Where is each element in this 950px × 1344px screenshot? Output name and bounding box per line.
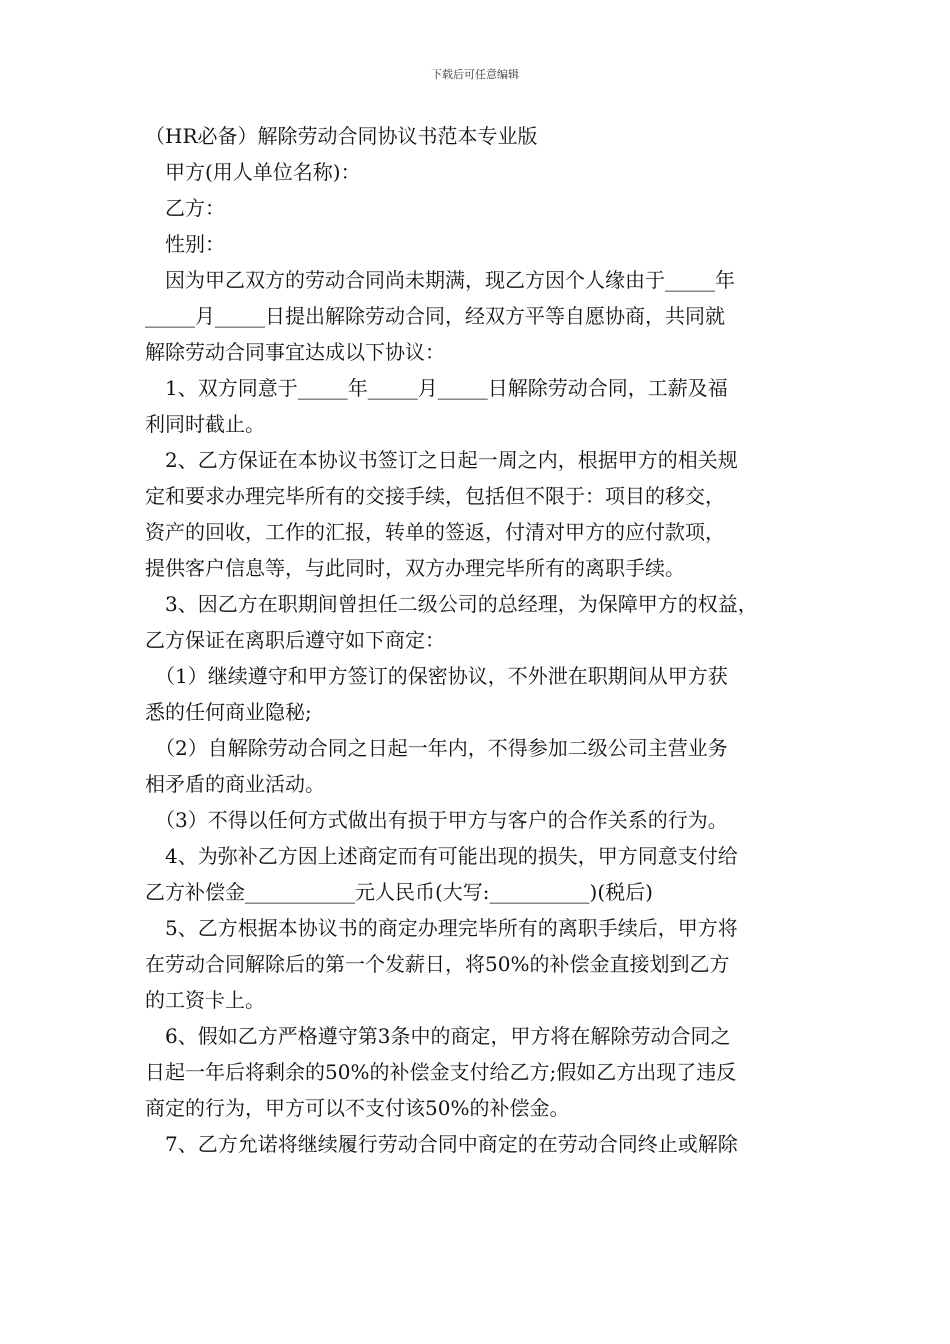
document-line: 资产的回收，工作的汇报，转单的签返，付清对甲方的应付款项， [145, 520, 725, 544]
document-line: 乙方保证在离职后遵守如下商定： [145, 628, 445, 652]
document-line: 4、为弥补乙方因上述商定而有可能出现的损失，甲方同意支付给 [145, 844, 738, 868]
document-line: 因为甲乙双方的劳动合同尚未期满，现乙方因个人缘由于_____年 [145, 268, 735, 292]
document-body [145, 118, 825, 1162]
document-line: 提供客户信息等，与此同时，双方办理完毕所有的离职手续。 [145, 556, 685, 580]
document-line: 1、双方同意于_____年_____月_____日解除劳动合同，工薪及福 [145, 376, 728, 400]
document-line: 定和要求办理完毕所有的交接手续，包括但不限于：项目的移交， [145, 484, 725, 508]
document-lines [145, 154, 825, 1162]
document-line: 商定的行为，甲方可以不支付该50%的补偿金。 [145, 1096, 570, 1120]
document-line: 悉的任何商业隐秘; [145, 700, 312, 724]
document-line: 6、假如乙方严格遵守第3条中的商定，甲方将在解除劳动合同之 [145, 1024, 731, 1048]
document-line: 解除劳动合同事宜达成以下协议： [145, 340, 445, 364]
document-line: 的工资卡上。 [145, 988, 265, 1012]
document-line: 日起一年后将剩余的50%的补偿金支付给乙方;假如乙方出现了违反 [145, 1060, 737, 1084]
page-header: 下载后可任意编辑 [431, 68, 519, 81]
document-line: 在劳动合同解除后的第一个发薪日，将50%的补偿金直接划到乙方 [145, 952, 730, 976]
document-line: 相矛盾的商业活动。 [145, 772, 325, 796]
document-line: 乙方补偿金___________元人民币(大写:__________)(税后) [145, 880, 653, 904]
document-line: 利同时截止。 [145, 412, 265, 436]
document-line: 2、乙方保证在本协议书签订之日起一周之内，根据甲方的相关规 [145, 448, 738, 472]
document-line: 3、因乙方在职期间曾担任二级公司的总经理，为保障甲方的权益， [145, 592, 758, 616]
document-line: （3）不得以任何方式做出有损于甲方与客户的合作关系的行为。 [145, 808, 728, 832]
document-line: （1）继续遵守和甲方签订的保密协议，不外泄在职期间从甲方获 [145, 664, 728, 688]
document-line: 5、乙方根据本协议书的商定办理完毕所有的离职手续后，甲方将 [145, 916, 738, 940]
document-title: （HR必备）解除劳动合同协议书范本专业版 [145, 124, 538, 148]
document-line: 乙方： [145, 196, 225, 220]
document-line: 7、乙方允诺将继续履行劳动合同中商定的在劳动合同终止或解除 [145, 1132, 738, 1156]
document-line: _____月_____日提出解除劳动合同，经双方平等自愿协商，共同就 [145, 304, 725, 328]
document-line: 性别： [145, 232, 225, 256]
document-line: 甲方(用人单位名称)： [145, 160, 361, 184]
document-line: （2）自解除劳动合同之日起一年内，不得参加二级公司主营业务 [145, 736, 728, 760]
